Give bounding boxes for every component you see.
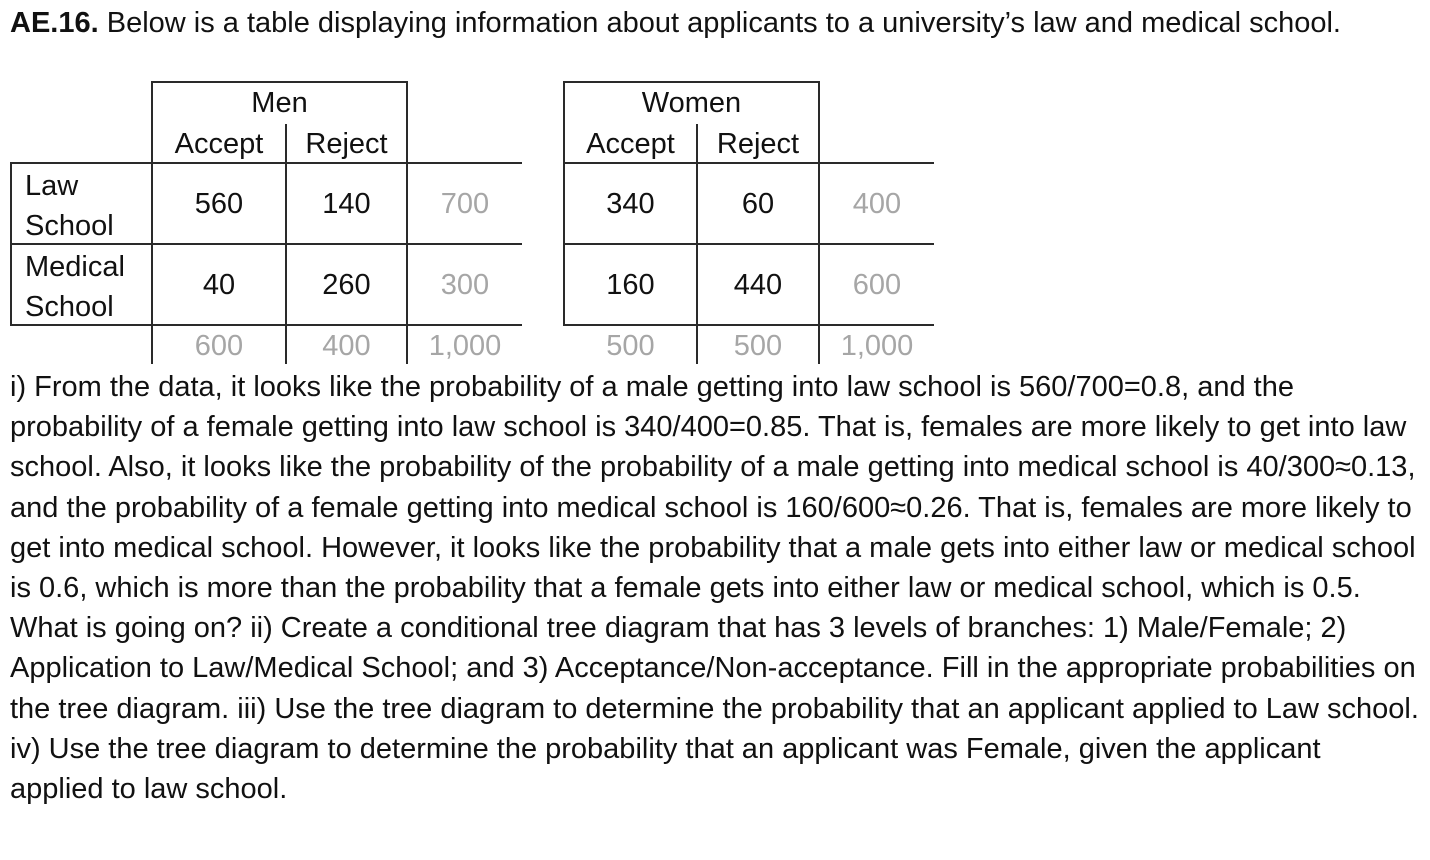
women-medical-total: 600 (852, 269, 902, 301)
women-outer-left-line (563, 162, 565, 326)
women-total-divider (818, 162, 820, 364)
women-grand-total: 1,000 (840, 330, 914, 362)
women-law-accept: 340 (606, 188, 655, 220)
men-col-header-reject: Reject (305, 128, 388, 160)
men-medical-reject: 260 (322, 269, 371, 301)
women-header-left-line (563, 81, 565, 165)
men-label-divider (151, 162, 153, 364)
women-reject-total: 500 (733, 330, 783, 362)
men-accept-total: 600 (194, 330, 244, 362)
problem-intro: Below is a table displaying information about applicants to a university’s law and medical school. (106, 7, 1341, 39)
men-group-header: Men (251, 87, 308, 119)
women-accept-total: 500 (606, 330, 655, 362)
men-law-accept: 560 (194, 188, 244, 220)
men-medical-total: 300 (440, 269, 490, 301)
women-header-top-line (563, 81, 820, 83)
men-reject-total: 400 (322, 330, 371, 362)
women-medical-accept: 160 (606, 269, 655, 301)
men-total-divider (406, 162, 408, 364)
women-row1-top-line (563, 162, 934, 164)
row-label-law-school: Law School (25, 170, 114, 242)
men-medical-accept: 40 (202, 269, 236, 301)
men-outer-left-line (10, 162, 12, 326)
women-col-header-accept: Accept (586, 128, 675, 160)
row-label-medical-school: Medical School (25, 251, 125, 323)
problem-heading (10, 3, 1410, 43)
women-col-divider (696, 162, 698, 364)
men-header-mid-line (285, 124, 287, 164)
women-header-right-line (818, 81, 820, 165)
men-col-header-accept: Accept (174, 128, 264, 160)
men-header-right-line (406, 81, 408, 165)
men-row2-top-line (10, 243, 522, 245)
men-row1-top-line (10, 162, 522, 164)
men-law-reject: 140 (322, 188, 371, 220)
men-header-top-line (151, 81, 408, 83)
problem-body-text: i) From the data, it looks like the probability of a male getting into law school is 560/700=0.8, and the probability of a female getting into law school is 340/400=0.85. That is, females are more likely to get into law school. Also, it looks like the probability of the probability of a male getting into medical school is 40/300≈0.13, and the probability of a female getting into medical school is 160/600≈0.26. That is, females are more likely to get into medical school. However, it looks like the probability that a male gets into either law or medical school is 0.6, which is more than the probability that a female gets into either law or medical school, which is 0.5. What is going on? ii) Create a conditional tree diagram that has 3 levels of branches: 1) Male/Female; 2) Application to Law/Medical School; and 3) Acceptance/Non-acceptance. Fill in the appropriate probabilities on the tree diagram. iii) Use the tree diagram to determine the probability that an applicant applied to Law school. iv) Use the tree diagram to determine the probability that an applicant was Female, given the applicant applied to law school. (10, 371, 1419, 806)
problem-number: AE.16. (10, 7, 99, 39)
men-col-divider (285, 162, 287, 364)
women-group-header: Women (641, 87, 742, 119)
women-header-mid-line (696, 124, 698, 164)
women-col-header-reject: Reject (716, 128, 800, 160)
women-law-total: 400 (852, 188, 902, 220)
women-row2-top-line (563, 243, 934, 245)
women-medical-reject: 440 (733, 269, 783, 301)
men-grand-total: 1,000 (428, 330, 502, 362)
men-row2-bottom-line (10, 324, 522, 326)
women-row2-bottom-line (563, 324, 934, 326)
women-law-reject: 60 (741, 188, 775, 220)
men-header-left-line (151, 81, 153, 165)
men-law-total: 700 (440, 188, 490, 220)
